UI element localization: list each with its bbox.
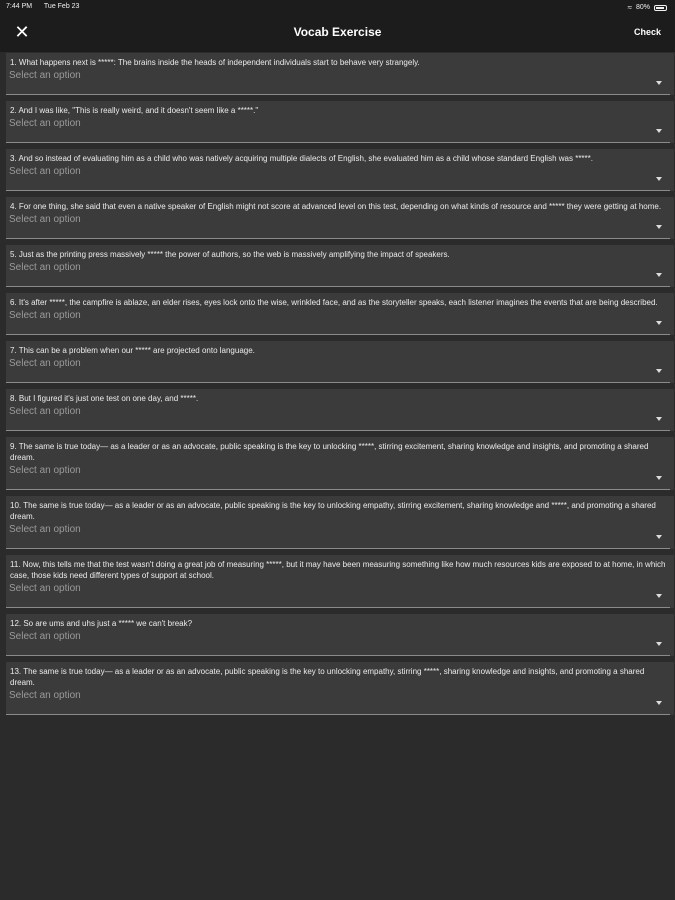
select-placeholder: Select an option [9,358,81,369]
status-time: 7:44 PM [6,3,33,10]
dropdown-arrow-icon[interactable] [656,129,662,133]
dropdown-arrow-icon[interactable] [656,535,662,539]
status-bar [0,0,675,14]
select-placeholder: Select an option [9,214,81,225]
question-text: 5. Just as the printing press massively ***** the power of authors, so the web is massively amplifying the impact of speakers. [10,250,450,259]
close-icon[interactable]: ✕ [14,22,30,42]
answer-select[interactable] [6,308,670,335]
question-card [6,149,674,191]
question-text: 11. Now, this tells me that the test wasn't doing a great job of measuring *****, but it may have been measuring something like how much resources kids are exposed to at home, in which case, those kids need different types of support at school. [10,560,666,580]
dropdown-arrow-icon[interactable] [656,594,662,598]
question-card [6,53,674,95]
top-bar [0,14,675,52]
question-card [6,614,674,656]
question-card [6,293,674,335]
question-text: 9. The same is true today— as a leader or as an advocate, public speaking is the key to unlocking *****, stirring excitement, sharing knowledge and insights, and promoting a shared dream. [10,442,649,462]
status-date: Tue Feb 23 [43,3,80,10]
dropdown-arrow-icon[interactable] [656,321,662,325]
dropdown-arrow-icon[interactable] [656,642,662,646]
select-placeholder: Select an option [9,262,81,273]
select-placeholder: Select an option [9,118,81,129]
answer-select[interactable] [6,522,670,549]
question-card [6,389,674,431]
answer-select[interactable] [6,68,670,95]
question-text: 1. What happens next is *****: The brains inside the heads of independent individuals start to behave very strangely. [10,58,420,67]
question-text: 4. For one thing, she said that even a native speaker of English might not score at advanced level on this test, depending on what kinds of resource and ***** they were getting at home. [10,202,662,211]
answer-select[interactable] [6,404,670,431]
dropdown-arrow-icon[interactable] [656,369,662,373]
question-text: 13. The same is true today— as a leader or as an advocate, public speaking is the key to unlocking empathy, stirring *****, sharing knowledge and insights, and promoting a shared dream. [10,667,645,687]
dropdown-arrow-icon[interactable] [656,476,662,480]
select-placeholder: Select an option [9,310,81,321]
page-title: Vocab Exercise [293,25,382,39]
dropdown-arrow-icon[interactable] [656,273,662,277]
battery-percent: 80% [635,4,650,11]
question-card [6,101,674,143]
answer-select[interactable] [6,463,670,490]
answer-select[interactable] [6,581,670,608]
answer-select[interactable] [6,212,670,239]
question-text: 6. It's after *****, the campfire is ablaze, an elder rises, eyes lock onto the wise, wrinkled face, and as the storyteller speaks, each listener imagines the events that are being described. [10,298,658,307]
question-text: 8. But I figured it's just one test on one day, and *****. [10,394,199,403]
dropdown-arrow-icon[interactable] [656,81,662,85]
answer-select[interactable] [6,629,670,656]
answer-select[interactable] [6,116,670,143]
question-list [6,53,675,721]
question-card [6,245,674,287]
question-card [6,496,674,549]
select-placeholder: Select an option [9,166,81,177]
question-text: 12. So are ums and uhs just a ***** we can't break? [10,619,193,628]
answer-select[interactable] [6,688,670,715]
select-placeholder: Select an option [9,690,81,701]
dropdown-arrow-icon[interactable] [656,417,662,421]
answer-select[interactable] [6,356,670,383]
select-placeholder: Select an option [9,406,81,417]
question-text: 7. This can be a problem when our ***** are projected onto language. [10,346,255,355]
dropdown-arrow-icon[interactable] [656,701,662,705]
question-card [6,662,674,715]
answer-select[interactable] [6,164,670,191]
answer-select[interactable] [6,260,670,287]
dropdown-arrow-icon[interactable] [656,225,662,229]
question-card [6,341,674,383]
question-card [6,197,674,239]
select-placeholder: Select an option [9,631,81,642]
question-card [6,555,674,608]
check-button[interactable]: Check [633,27,661,37]
select-placeholder: Select an option [9,524,81,535]
question-text: 2. And I was like, "This is really weird, and it doesn't seem like a *****." [10,106,259,115]
question-card [6,437,674,490]
select-placeholder: Select an option [9,583,81,594]
select-placeholder: Select an option [9,70,81,81]
wifi-icon: ≈ [627,3,632,12]
battery-icon [654,5,667,11]
dropdown-arrow-icon[interactable] [656,177,662,181]
question-text: 10. The same is true today— as a leader or as an advocate, public speaking is the key to unlocking empathy, stirring excitement, sharing knowledge and *****, and promoting a shared dream. [10,501,656,521]
select-placeholder: Select an option [9,465,81,476]
question-text: 3. And so instead of evaluating him as a child who was natively acquiring multiple dialects of English, she evaluated him as a child whose standard English was *****. [10,154,593,163]
